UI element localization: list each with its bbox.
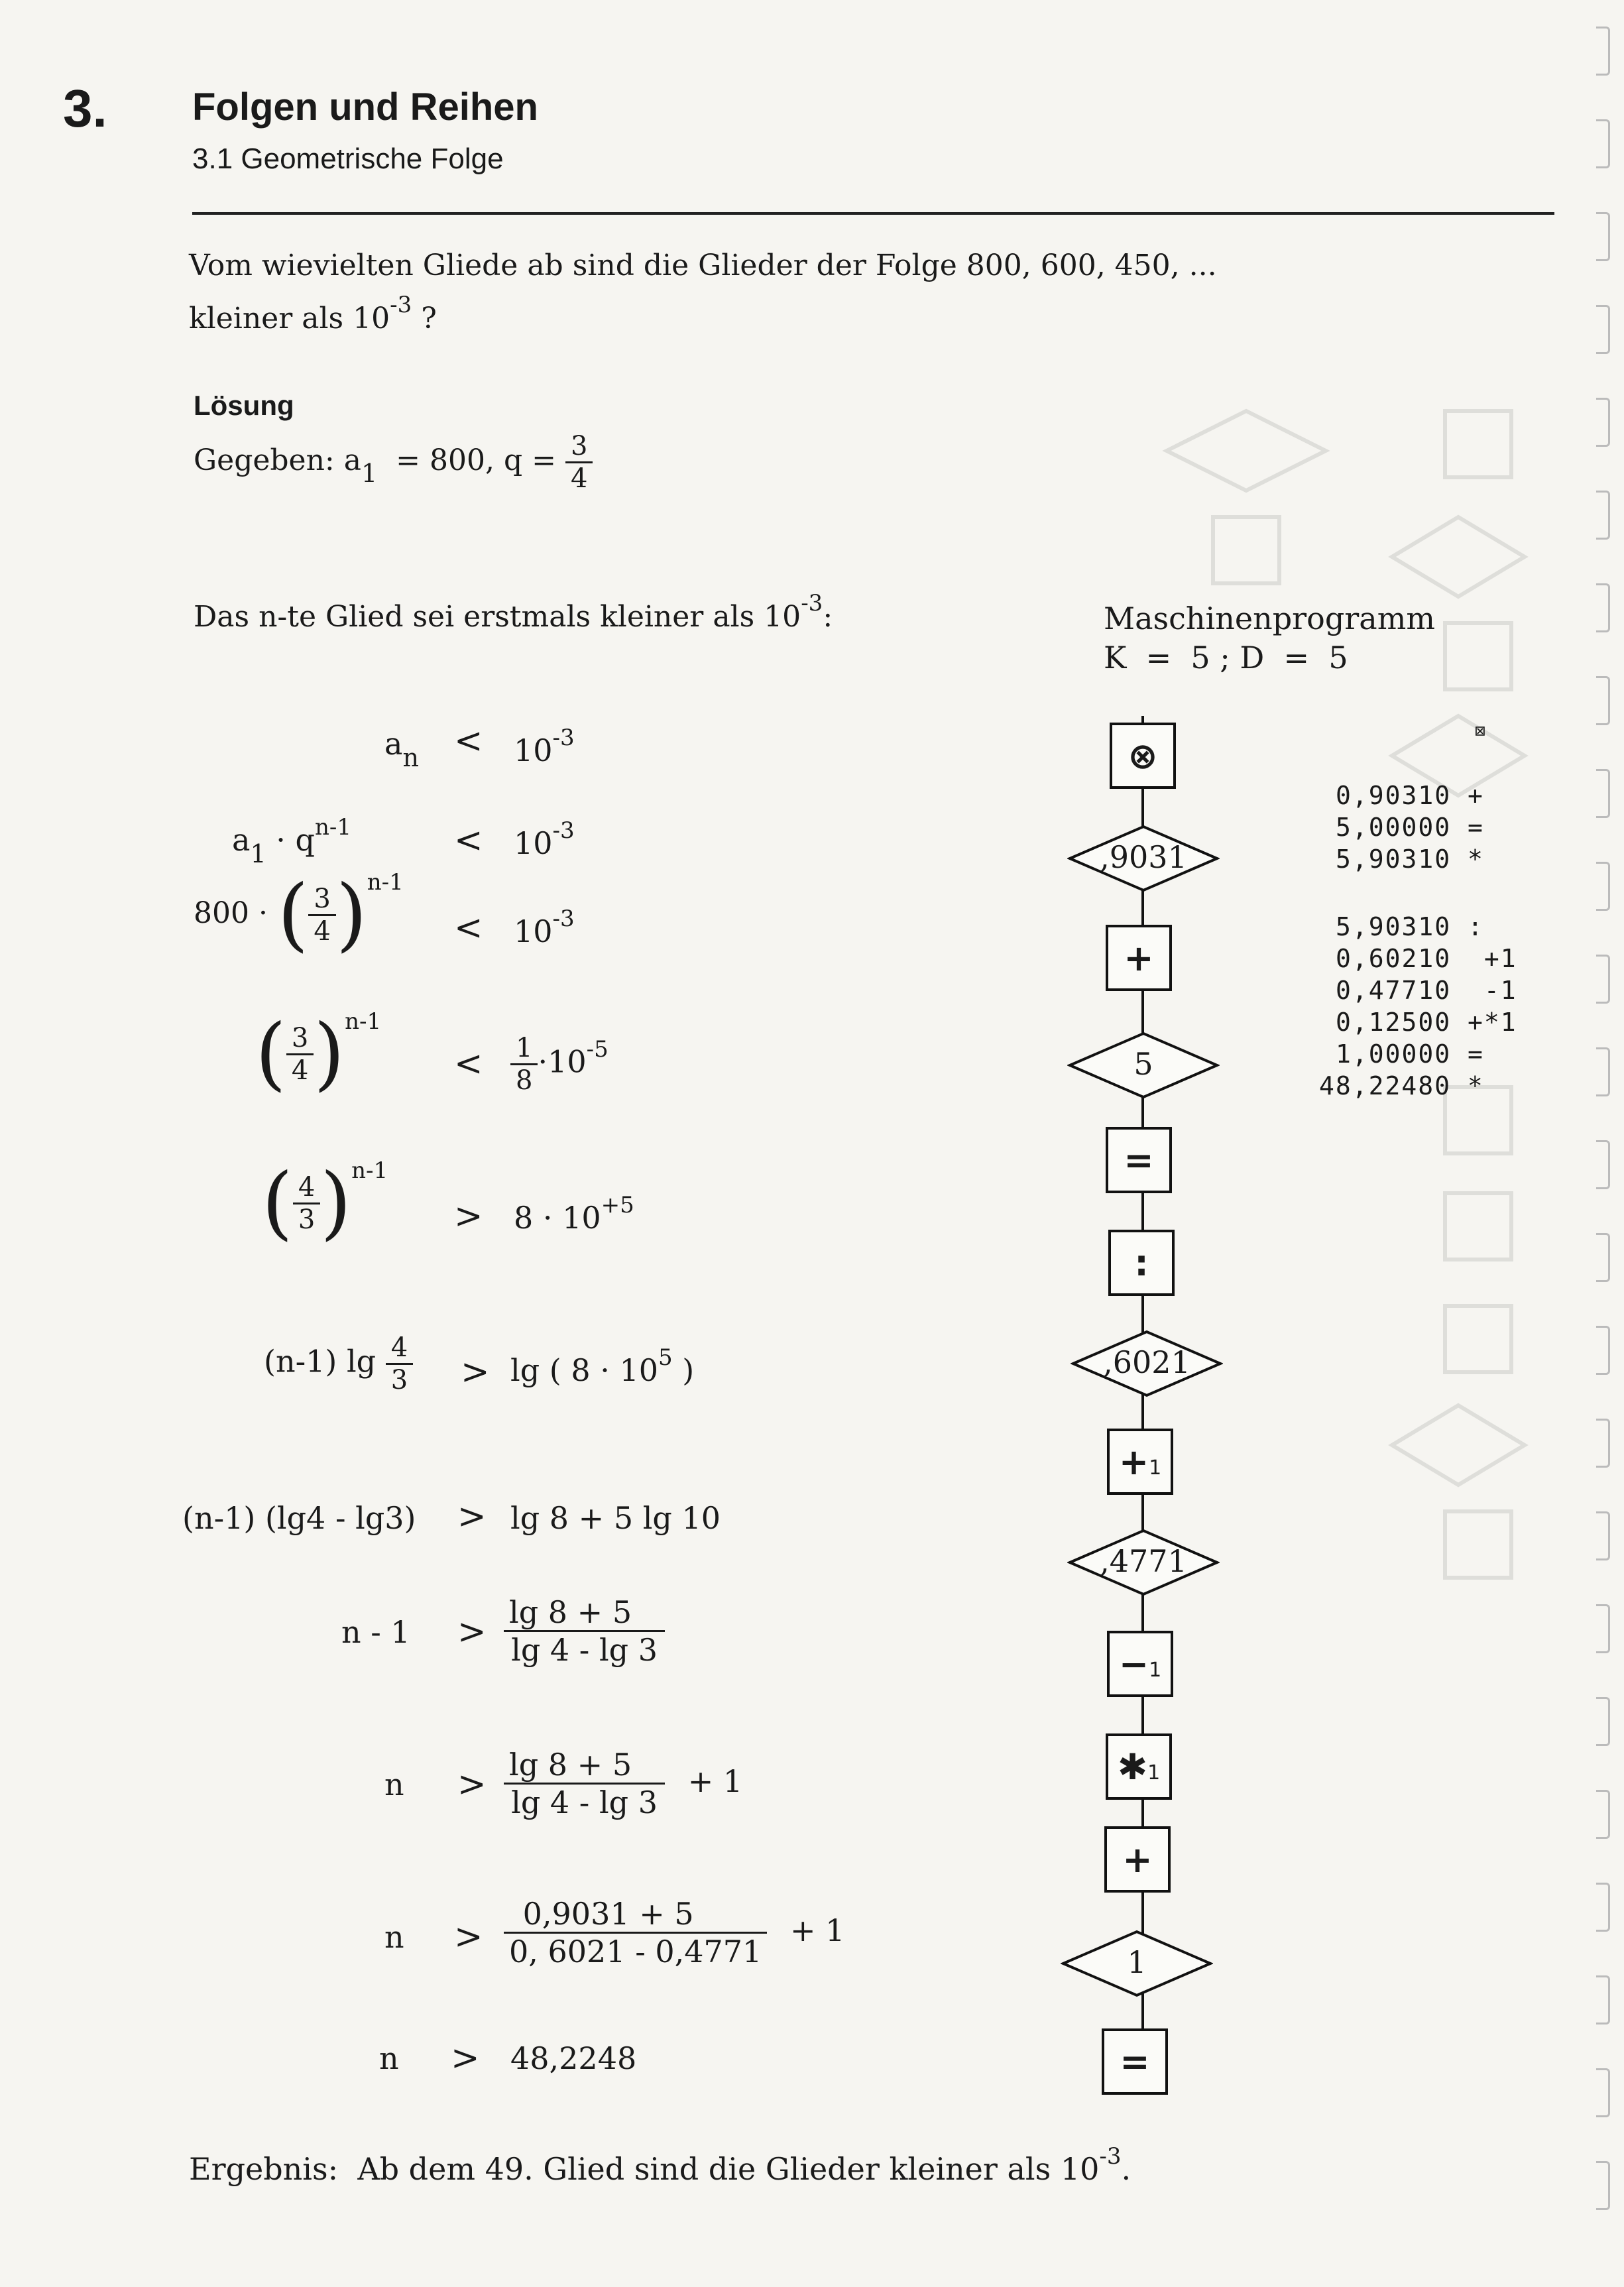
printout-line: 1,00000 = — [1336, 1039, 1484, 1069]
result-line: Ergebnis: Ab dem 49. Glied sind die Glieder kleiner als $10^{-3}$. — [189, 2143, 1131, 2187]
step-box-divide: : — [1108, 1230, 1175, 1296]
eq10-op: > — [454, 1917, 483, 1957]
eq3-lhs: 800 · ( $\frac{3}{4}$ )$^{n-1}$ — [194, 868, 404, 961]
printout-line: 0,47710 -1 — [1336, 976, 1517, 1005]
eq3-rhs: $10^{-3}$ — [514, 906, 575, 949]
eq7-op: > — [457, 1497, 487, 1537]
step-box-equals: = — [1106, 1127, 1172, 1193]
step-diamond-5-label: 5 — [1133, 1046, 1153, 1082]
printout-line: 0,12500 +*1 — [1336, 1008, 1517, 1037]
program-params: K = 5 ; D = 5 — [1104, 640, 1348, 675]
eq2-rhs: $10^{-3}$ — [514, 817, 575, 861]
step-box-equals-final: = — [1102, 2028, 1168, 2095]
eq2-lhs: $a_1 \cdot q^{n-1}$ — [232, 814, 351, 868]
step-diamond-9031-label: ,9031 — [1100, 839, 1187, 875]
eq9-rhs: $\frac{\lg 8 + 5}{\lg 4 - \lg 3}$ + 1 — [504, 1747, 742, 1820]
step-diamond-6021-label: ,6021 — [1103, 1344, 1190, 1380]
assumption-line: Das n-te Glied sei erstmals kleiner als $10^{-3}$: — [194, 590, 833, 634]
printout-line: 48,22480 * — [1319, 1071, 1484, 1100]
eq10-lhs: n — [384, 1919, 404, 1955]
step-box-plus-1: + 1 — [1107, 1429, 1173, 1495]
chapter-title: Folgen und Reihen — [192, 86, 538, 129]
eq4-lhs: ( $\frac{3}{4}$ )$^{n-1}$ — [255, 1008, 382, 1100]
step-box-star-1: ✱ 1 — [1106, 1733, 1172, 1800]
chapter-number: 3. — [63, 79, 107, 138]
printout-marker-icon: ⊠ — [1475, 721, 1485, 741]
header-rule — [192, 212, 1554, 215]
eq11-rhs: 48,2248 — [510, 2040, 637, 2076]
eq7-rhs: lg 8 + 5 lg 10 — [510, 1500, 721, 1536]
eq3-op: < — [454, 908, 483, 948]
eq5-lhs: ( $\frac{4}{3}$ )$^{n-1}$ — [262, 1157, 388, 1249]
eq9-lhs: n — [384, 1767, 404, 1802]
step-diamond-4771-label: ,4771 — [1100, 1543, 1187, 1579]
eq5-rhs: $8 \cdot 10^{+5}$ — [514, 1192, 634, 1236]
step-box-multiply-key: ⊗ — [1110, 723, 1176, 789]
question-line-2: kleiner als $10^{-3}$ ? — [189, 292, 437, 335]
printout-line: 5,90310 * — [1336, 845, 1484, 874]
eq8-rhs: $\frac{\lg 8 + 5}{\lg 4 - \lg 3}$ — [504, 1594, 665, 1668]
eq1-op: < — [454, 721, 483, 761]
eq10-rhs: $\frac{0,9031 + 5}{0, 6021 - 0,4771}$ + 1 — [504, 1896, 844, 1969]
eq2-op: < — [454, 821, 483, 860]
step-diamond-1-label: 1 — [1127, 1944, 1147, 1980]
eq11-lhs: n — [379, 2040, 399, 2076]
eq4-rhs: $\frac{1}{8}$ $\cdot 10^{-5}$ — [510, 1033, 609, 1096]
eq8-op: > — [457, 1612, 487, 1652]
step-box-plus: + — [1106, 925, 1172, 991]
printout-line: 5,90310 : — [1336, 912, 1484, 941]
eq1-rhs: $10^{-3}$ — [514, 725, 575, 768]
eq11-op: > — [451, 2038, 480, 2078]
printout-line: 0,90310 + — [1336, 781, 1484, 810]
eq4-op: < — [454, 1044, 483, 1084]
given-line: Gegeben: a1 = 800, q = $\frac{3}{4}$ — [194, 431, 593, 494]
step-box-minus-1: − 1 — [1107, 1631, 1173, 1697]
program-title: Maschinenprogramm — [1104, 601, 1435, 636]
eq5-op: > — [454, 1197, 483, 1236]
section-title: 3.1 Geometrische Folge — [192, 143, 504, 175]
eq8-lhs: n - 1 — [341, 1614, 410, 1650]
eq9-op: > — [457, 1765, 487, 1804]
printout-line: 5,00000 = — [1336, 813, 1484, 842]
eq6-lhs: (n-1) lg $\frac{4}{3}$ — [264, 1332, 413, 1395]
question-line-1: Vom wievielten Gliede ab sind die Glieder der Folge 800, 600, 450, ... — [189, 249, 1217, 282]
step-box-plus-final: + — [1104, 1826, 1171, 1893]
printout-line: 0,60210 +1 — [1336, 944, 1517, 973]
eq6-rhs: lg ( $8 \cdot 10^5$ ) — [510, 1344, 695, 1388]
eq1-lhs: $a_n$ — [384, 726, 419, 772]
eq6-op: > — [461, 1352, 490, 1392]
eq7-lhs: (n-1) (lg4 - lg3) — [182, 1500, 416, 1536]
solution-heading: Lösung — [194, 390, 294, 421]
